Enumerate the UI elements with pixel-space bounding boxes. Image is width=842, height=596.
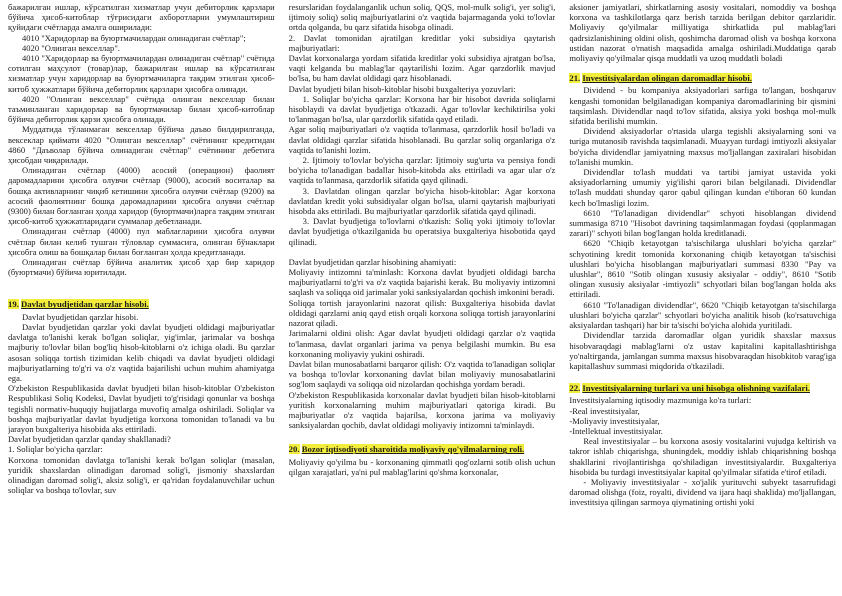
paragraph: Real investitsiyalar – bu korxona asosiy vositalarini vujudga keltirish va takror ishlab chiqarishga, shuningdek, moddiy ishlab chiqarishning boshqa shakllarini rivojlantirishga qo'shiladigan investitsiyalardir. Buxgalteriya hisobida bu turdagi investitsiyalar kapital qo'yilmalar sifatida e'tirof etiladi. <box>569 436 837 477</box>
section-heading-21 <box>569 73 836 83</box>
paragraph: resurslaridan foydalanganlik uchun soliq, QQS, mol-mulk solig'i, yer solig'i, ijtimoiy soliq) soliq majburiyatlarini o'z vaqtida bajarmaganda yoki to'lovlar ortda qolganda, bu qarz sifatida hisobga olinadi. <box>288 2 556 33</box>
paragraph: 4010 "Харидорлар ва буюртмачилардан олинадиган счётлар"; <box>22 32 246 43</box>
paragraph: Davlat byudjetidan qarzlar hisobi. <box>22 311 139 322</box>
paragraph: Dividend aksiyadorlar o'rtasida ularga tegishli aksiyalarning soni va turiga mutanosib ravishda taqsimlanadi. Muayyan turdagi imtiyozli aksiyalar bo'yicha dividendlar jamiyatning maxsus mo'ljallangan zaxiralari hisobidan to'lanishi mumkin. <box>569 126 837 167</box>
paragraph: Dividend - bu kompaniya aksiyadorlari sarfiga to'langan, boshqaruv kengashi tomonidan belgilanadigan kompaniya daromadlarining bir qismini taqsimlash. Dividendlar naqd to'lov sifatida, aksiya yoki boshqa mol-mulk sifatida berilishi mumkin. <box>569 85 837 127</box>
paragraph: Investitsiyalarning iqtisodiy mazmuniga ko'ra turlari: <box>569 395 752 406</box>
paragraph: 6610 "To'lanadigan dividendlar", 6620 "Chiqib ketayotgan ta'sischilarga ulushlari bo'yicha qarzlar" schyotlari bo'yicha analitik hisob (ko'rsatuvchiga aksiyalardan tashqari) har bir ta'sischi bo'yicha alohida yuritiladi. <box>569 299 837 331</box>
paragraph: 1. Soliqlar bo'yicha qarzlar: Korxona har bir hisobot davrida soliqlarni hisoblaydi va davlat byudjetiga o'tkazadi. Agar to'lovlar kechiktirilsa yoki to'lanmagan bo'lsa, ular qarzdorlik sifatida qayd etiladi. <box>288 93 556 125</box>
section-heading-20 <box>289 444 556 454</box>
paragraph: Davlat korxonalarga yordam sifatida kreditlar yoki subsidiya ajratgan bo'lsa, vaqti kelganda bu mablag'lar qaytarilishi lozim. Agar qarzdorlik mavjud bo'lsa, bu ham davlat oldidagi qarz hisoblanadi. <box>288 53 556 84</box>
section-title: Investitsiyalardan olingan daromadlar hisobi. <box>582 73 752 84</box>
list-item: -Moliyaviy investitsiyalar, <box>569 415 660 426</box>
paragraph: 4020 "Олинган векселлар" счётида олинган векселлар билан таъминланган харидорлар ва буюртмачилар билан ҳисоб-китоблар бўйича дебиторлик қарзи ҳисобга олинади. <box>8 93 275 125</box>
paragraph: Davlat byudjetidan qarzlar hisobining ahamiyati: <box>288 256 457 267</box>
paragraph: Moliyaviy intizomni ta'minlash: Korxona davlat byudjeti oldidagi barcha majburiyatlarni to'g'ri va o'z vaqtida bajarishi kerak. Bu moliyaviy intizomni saqlash va soliqqa oid jarimalar yoki sanksiyalardan qochish imkonini beradi. <box>288 267 556 298</box>
section-number: 19. <box>8 299 19 310</box>
paragraph: 1. Soliqlar bo'yicha qarzlar: <box>8 444 103 455</box>
paragraph: O'zbekiston Respublikasida davlat byudjeti bilan hisob-kitoblar O'zbekiston Respublikasi Soliq Kodeksi, Davlat byudjeti to'g'risidagi qonunlar va boshqa tegishli normativ-huquqiy hujjatlarga muvofiq amalga oshiriladi. Soliqlar va boshqa majburiyatlar davlat byudjetiga korxona tomonidan to'lanadi va bu jarayon buxgalteriya hisobida aks ettiriladi. <box>8 383 275 434</box>
paragraph: 3. Davlatdan olingan qarzlar bo'yicha hisob-kitoblar: Agar korxona davlatdan kredit yoki subsidiyalar olgan bo'lsa, ularni qaytarish majburiyati hisobda aks ettiriladi. Bu majburiyatlar qarzdorlik sifatida qayd qilinadi. <box>288 185 556 217</box>
paragraph: Moliyaviy qo'yilma bu - korxonaning qimmatli qog'ozlarni sotib olish uchun qilgan xarajatlari, ya'ni pul mablag'larini qo'shma korxonalar, <box>288 456 556 477</box>
paragraph: Davlat bilan munosabatlarni barqaror qilish: O'z vaqtida to'lanadigan soliqlar va boshqa to'lovlar korxonaning davlat bilan moliyaviy munosabatlarini sog'lom saqlaydi va soliqqa oid nizolardan qochishga yordam beradi. <box>288 358 556 390</box>
section-number: 22. <box>569 383 581 394</box>
paragraph: Davlat byudjetidan qarzlar yoki davlat byudjeti oldidagi majburiyatlar davlatga to'lanishi kerak bo'lgan soliqlar, yig'imlar, jarimalar va boshqa majburiy to'lovlar bilan bog'liq hisob-kitoblarni o'z ichiga oladi. Bu qarzlar asosan soliqqa tortish tizimidan kelib chiqadi va davlat byudjeti oldidagi majburiyatlarning to'g'ri va o'z vaqtida bajarilishi uchun muhim ahamiyatga ega. <box>8 321 275 383</box>
paragraph: - Moliyaviy investitsiyalar - xo'jalik yurituvchi subyekt tasarrufidagi daromad olishga (foiz, royalti, dividend va ijara haqi shaklida) mo'ljallangan, investitsiya qilingan sarmoya qiymatining ortishi yoki <box>569 476 837 508</box>
paragraph: Dividendlar to'lash muddati va tartibi jamiyat ustavida yoki aksiyadorlarning umumiy yig'ilishi qarori bilan belgilanadi. Dividendlar to'lash muddati shunday qaror qabul qilingan kundan e'tiboran 60 kundan kech bo'lmasligi lozim. <box>569 167 837 208</box>
paragraph: 2. Ijtimoiy to'lovlar bo'yicha qarzlar: Ijtimoiy sug'urta va pensiya fondi bo'yicha to'lanadigan badallar hisob-kitobda aks ettiriladi va agar ular o'z vaqtida to'lanmasa, qarzdorlik sifatida qayd qilinadi. <box>288 155 556 186</box>
paragraph: 4020 "Олинган векселлар". <box>22 42 120 53</box>
paragraph: Муддатида тўланмаган векселлар бўйича даъво билдирилганда, вексеклар қиймати 4020 "Олинган векселлар" счётининг кредитидан 4860 "Даъволар бўйича олинадиган счётлар" счётининг дебетига ҳисобдан чиқарилади. <box>8 124 275 166</box>
paragraph: Korxona tomonidan davlatga to'lanishi kerak bo'lgan soliqlar (masalan, yuridik shaxslardan olinadigan daromad solig'i, jismoniy shaxslardan olinadigan daromad solig'i, aksiz solig'i, er qa'ridan foydalanuvchilar uchun soliqlar va boshqa to'lovlar, suv <box>8 454 275 496</box>
section-title: Investitsiyalarning turlari va uni hisobga olishning vazifalari. <box>582 383 810 394</box>
column-left <box>8 2 275 596</box>
list-item: -Intellektual investitsiyalar. <box>569 425 663 436</box>
paragraph: 3. Davlat byudjetiga to'lovlarni o'tkazish: Soliq yoki ijtimoiy to'lovlar davlat byudjetiga o'tkazilganida bu operatsiya buxgalteriya hisobotida qayd qilinadi. <box>288 216 556 247</box>
paragraph: aksioner jamiyatlari, shirkatlarning asosiy vositalari, nomoddiy va boshqa korxona va tashkilotlarga qarz berish tarzida berilgan debitor qarzlaridir. Moliyaviy qo'yilmalar milliyatiga shirkatlida pul mablag'lari qadrsizlanishining oldini olish, qoshimcha daromad olish va boshqa korxona ustidan nazorat o'rnatish maqsadida amalga oshiriladi.Muddatiga qarab moliyaviy qo'yilmalar qisqa muddatli va uzoq muddatli boladi <box>569 2 837 64</box>
paragraph: Dividendlar tarzida daromadlar olgan yuridik shaxslar maxsus hisobvaraqdagi mablag'larni o'z ustav kapitalini kapitallashtirishga yo'naltirganda, jamlangan summa maxsus hisobvaraqdan hisobkitob varag'iga kapitallashuv summasi miqdorida o'tkaziladi. <box>569 330 837 371</box>
paragraph: 4010 "Харидорлар ва буюртмачилардан олинадиган счётлар" счётида сотилган маҳсулот (товар)лар, бажарилган ишлар ва кўрсатилган хизматлар учун харидорлар ва буюртмачиларга тақдим этилган ҳисоб-китоб ҳужжатлари бўйича дебиторлик қарзлари ҳисобга олинади. <box>8 53 275 94</box>
paragraph: Олинадиган счётлар (4000) пул маблағларини ҳисобга олувчи счётлар билан келиб тушган тўловлар суммасига, олинган бўнаклари ҳисобга олиш ва бошқалар билан боғланган ҳолда кредитланади. <box>8 226 275 257</box>
section-title: Davlat byudjetidan qarzlar hisobi. <box>21 299 149 310</box>
paragraph: Jarimalarni oldini olish: Agar davlat byudjeti oldidagi qarzlar o'z vaqtida to'lanmasa, davlat organlari jarima va penya belgilashi mumkin. Bu esa korxonaning moliyaviy yukini oshiradi. <box>288 328 556 359</box>
paragraph: Олинадиган счётлар (4000) асосий (операцион) фаолият даромадларини ҳисобга олувчи счётлар (9000), асосий воситалар ва бошқа активларнинг чиқиб кетишини ҳисобга олувчи счётлар (9200) ва асосий фаолиятнинг бошқа даромадларини ҳисобга олувчи счётлар (9300) билан боғланган ҳолда харидор (буюртмачи)ларга тақдим этилган ҳисоб-китоб ҳужжатларидаги суммалар дебетланади. <box>8 165 275 227</box>
section-heading-22 <box>569 383 836 393</box>
section-number: 21. <box>569 73 581 84</box>
paragraph: 6620 "Chiqib ketayotgan ta'sischilarga ulushlari bo'yicha qarzlar" schyotining kredit tomonida korxonaning chiqib ketayotgan ta'sischisi ulushlari bo'yicha hisoblangan majburiyatlari summasi 8330 "Pay va ulushlar", 8610 "Sotib olingan xususiy aksiyalar - oddiy", 8610 "Sotib olingan xususiy aksiyalar -imtiyozli" schyotlari bilan bog'langan holda aks ettiriladi. <box>569 238 837 300</box>
paragraph: Олинадиган счётлар бўйича аналитик ҳисоб ҳар бир харидор (буюртмачи) бўйича юритилади. <box>8 257 275 278</box>
list-item: -Real investitsiyalar, <box>569 405 640 416</box>
column-middle <box>289 2 556 596</box>
paragraph: 2. Davlat tomonidan ajratilgan kreditlar yoki subsidiya qaytarish majburiyatlari: <box>288 32 556 53</box>
paragraph: Soliqqa tortish jarayonlarini nazorat qilish: Buxgalteriya hisobida davlat oldidagi qarzlarni aniq qayd etish orqali korxona soliqqa tortish jarayonlarini nazorat qiladi. <box>288 297 556 329</box>
column-right <box>569 2 836 596</box>
paragraph: Davlat byudjeti bilan hisob-kitoblar hisobi buxgalteriya yozuvlari: <box>288 83 516 94</box>
paragraph: 6610 "To'lanadigan dividendlar" schyoti hisoblangan dividend summasiga 8710 "Hisobot davrining taqsimlanmagan foydasi (qoplanmagan zarari)" schyoti bilan bog'langan holda kreditlanadi. <box>569 207 837 239</box>
section-heading-19 <box>8 299 275 309</box>
paragraph: бажарилган ишлар, кўрсатилган хизматлар учун дебиторлик қарзлари бўйича ҳисоб-китоблар тўғрисидаги ахборотларни умумлаштириш қуйидаги счётларда амалга оширилади: <box>8 2 275 33</box>
section-number: 20. <box>288 444 300 455</box>
paragraph: Davlat byudjetidan qarzlar qanday shakllanadi? <box>8 434 171 445</box>
paragraph: Agar soliq majburiyatlari o'z vaqtida to'lanmasa, qarzdorlik hosil bo'ladi va davlat oldidagi qarzlar sifatida hisoblanadi. Bu qarzlar soliq organlariga o'z vaqtida to'lanishi lozim. <box>288 124 556 155</box>
section-title: Bozor iqtisodiyoti sharoitida moliyaviy qo'yilmalarning roli. <box>301 444 525 455</box>
paragraph: O'zbekiston Respublikasida korxonalar davlat byudjeti bilan hisob-kitoblarni yuritish korxonalarning muhim majburiyatlari qatoriga kiradi. Bu majburiyatlar o'z vaqtida bajarilsa, korxona jarima va moliyaviy sanksiyalardan qochib, davlat oldidagi moliyaviy intizomni ta'minlaydi. <box>288 389 556 431</box>
